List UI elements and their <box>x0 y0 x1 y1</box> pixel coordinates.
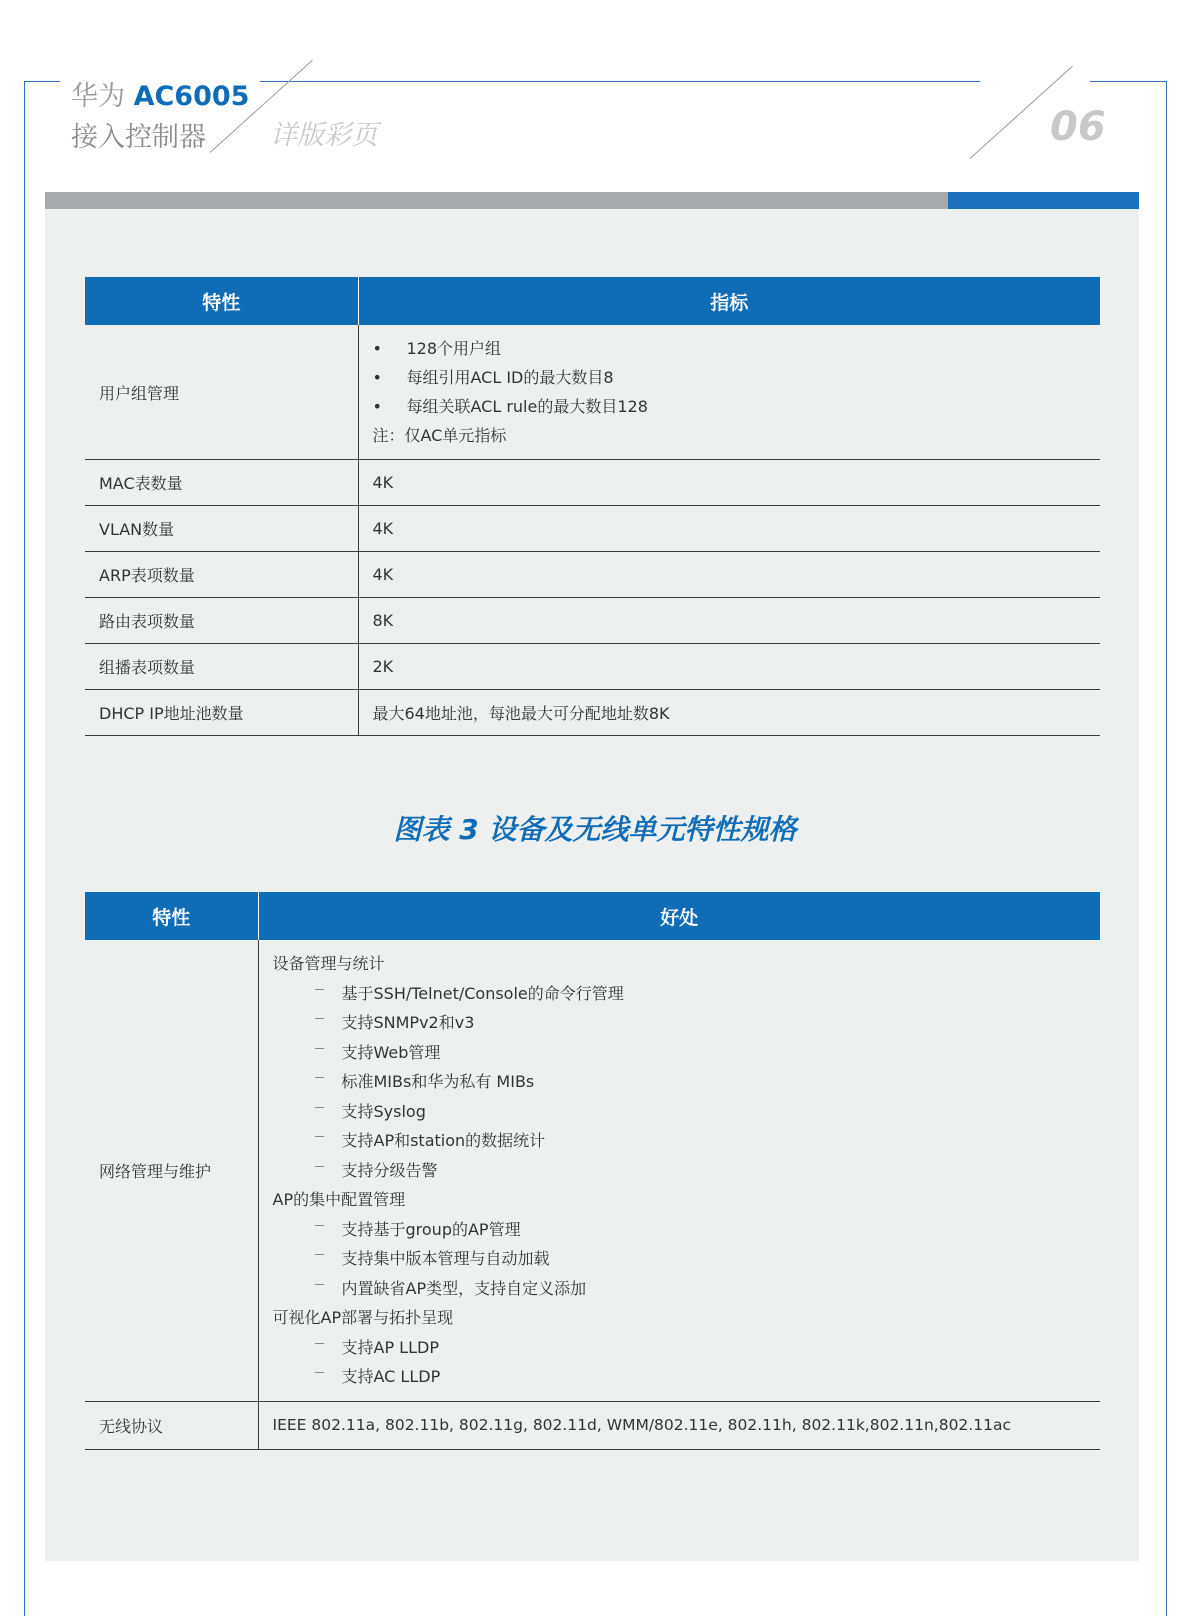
list-item-text: 内置缺省AP类型，支持自定义添加 <box>341 1278 587 1298</box>
list-item <box>273 1215 1087 1245</box>
list-item-text: 支持Syslog <box>341 1101 426 1121</box>
table-row <box>85 552 1100 598</box>
feature-cell: ARP表项数量 <box>85 552 358 598</box>
dash-icon: － <box>313 982 326 997</box>
dash-icon: － <box>313 1071 326 1085</box>
list-item <box>273 1067 1087 1097</box>
group-title: 设备管理与统计 <box>272 954 385 973</box>
value-cell <box>358 325 1100 460</box>
list-item <box>373 392 1087 421</box>
table-row <box>85 690 1100 736</box>
list-item-text: 128个用户组 <box>406 339 502 358</box>
list-item-text: 支持集中版本管理与自动加载 <box>341 1249 550 1268</box>
feature-cell: MAC表数量 <box>85 460 358 506</box>
header-feature: 特性 <box>85 277 358 325</box>
bullet-icon: • <box>372 368 382 387</box>
page-number: 06 <box>1050 104 1106 150</box>
frame-gap <box>980 70 1090 94</box>
table-row <box>85 940 1100 1401</box>
table-row <box>85 1401 1100 1449</box>
page-frame-left <box>24 81 25 1616</box>
list-item-text: 基于SSH/Telnet/Console的命令行管理 <box>341 983 624 1003</box>
group-title: AP的集中配置管理 <box>272 1190 406 1209</box>
spec-table-features <box>85 892 1100 1450</box>
table-row <box>85 325 1100 460</box>
list-item-text: 支持AC LLDP <box>341 1367 441 1386</box>
header-bar-blue <box>948 192 1139 209</box>
bullet-icon: • <box>372 397 382 416</box>
table-row <box>85 460 1100 506</box>
spec-table-capacity <box>85 277 1100 736</box>
list-item <box>273 1038 1087 1068</box>
dash-icon: － <box>313 1366 326 1380</box>
table-caption: 图表 3 设备及无线单元特性规格 <box>393 813 797 846</box>
header-spec: 指标 <box>358 277 1100 325</box>
dash-icon: － <box>313 1012 326 1026</box>
list-item <box>273 1156 1087 1186</box>
table-row <box>85 598 1100 644</box>
value-cell: 4K <box>358 552 1100 598</box>
value-cell: 4K <box>358 460 1100 506</box>
value-cell: 最大64地址池，每池最大可分配地址数8K <box>358 690 1100 736</box>
list-item-text: 每组关联ACL rule的最大数目128 <box>406 397 648 416</box>
list-item-text: 支持AP LLDP <box>341 1337 439 1357</box>
value-cell: 2K <box>358 644 1100 690</box>
list-item <box>273 1008 1087 1038</box>
list-item <box>273 1362 1087 1392</box>
brand-title <box>71 74 249 113</box>
table-header-row <box>85 277 1100 325</box>
list-item <box>273 1274 1087 1304</box>
bullet-icon: • <box>372 339 382 358</box>
feature-cell: VLAN数量 <box>85 506 358 552</box>
header-benefit: 好处 <box>258 892 1100 940</box>
dash-icon: － <box>313 1218 326 1233</box>
list-item-text: 支持Web管理 <box>341 1042 441 1062</box>
header-feature: 特性 <box>85 892 258 940</box>
feature-cell: 用户组管理 <box>85 325 358 460</box>
list-item-text: 标准MIBs和华为私有 MIBs <box>341 1072 535 1091</box>
note-text: 注：仅AC单元指标 <box>372 426 507 445</box>
list-item <box>273 1126 1087 1156</box>
list-item <box>273 1244 1087 1274</box>
list-item-text: 支持基于group的AP管理 <box>341 1219 521 1239</box>
list-item-text: 支持AP和station的数据统计 <box>341 1131 546 1150</box>
feature-cell: 路由表项数量 <box>85 598 358 644</box>
table-header-row <box>85 892 1100 940</box>
value-cell: IEEE 802.11a, 802.11b, 802.11g, 802.11d, WMM/802.11e, 802.11h, 802.11k,802.11n,802.11ac <box>258 1401 1100 1449</box>
dash-icon: － <box>313 1130 326 1144</box>
feature-cell: 网络管理与维护 <box>85 940 258 1401</box>
table-row <box>85 644 1100 690</box>
brand-prefix: 华为 <box>71 81 125 112</box>
value-cell: 4K <box>358 506 1100 552</box>
doc-edition: 详版彩页 <box>270 120 378 151</box>
list-item <box>273 1097 1087 1127</box>
dash-icon: － <box>313 1336 326 1351</box>
list-item <box>273 979 1087 1009</box>
feature-cell: 组播表项数量 <box>85 644 358 690</box>
feature-cell: DHCP IP地址池数量 <box>85 690 358 736</box>
list-item <box>373 363 1087 392</box>
list-item <box>373 334 1087 363</box>
page-frame-right <box>1166 81 1167 1616</box>
product-type: 接入控制器 <box>71 122 206 153</box>
value-cell: 8K <box>358 598 1100 644</box>
feature-cell: 无线协议 <box>85 1401 258 1449</box>
dash-icon: － <box>313 1159 326 1174</box>
model-name: AC6005 <box>133 81 250 112</box>
dash-icon: － <box>313 1248 326 1262</box>
dash-icon: － <box>313 1277 326 1292</box>
dash-icon: － <box>313 1100 326 1115</box>
list-item <box>273 1333 1087 1363</box>
list-item-text: 每组引用ACL ID的最大数目8 <box>406 368 614 387</box>
table-row <box>85 506 1100 552</box>
header-bar-gray <box>45 192 948 209</box>
dash-icon: － <box>313 1041 326 1056</box>
group-title: 可视化AP部署与拓扑呈现 <box>272 1308 454 1327</box>
list-item-text: 支持SNMPv2和v3 <box>341 1013 475 1032</box>
list-item-text: 支持分级告警 <box>341 1160 438 1180</box>
value-cell <box>258 940 1100 1401</box>
